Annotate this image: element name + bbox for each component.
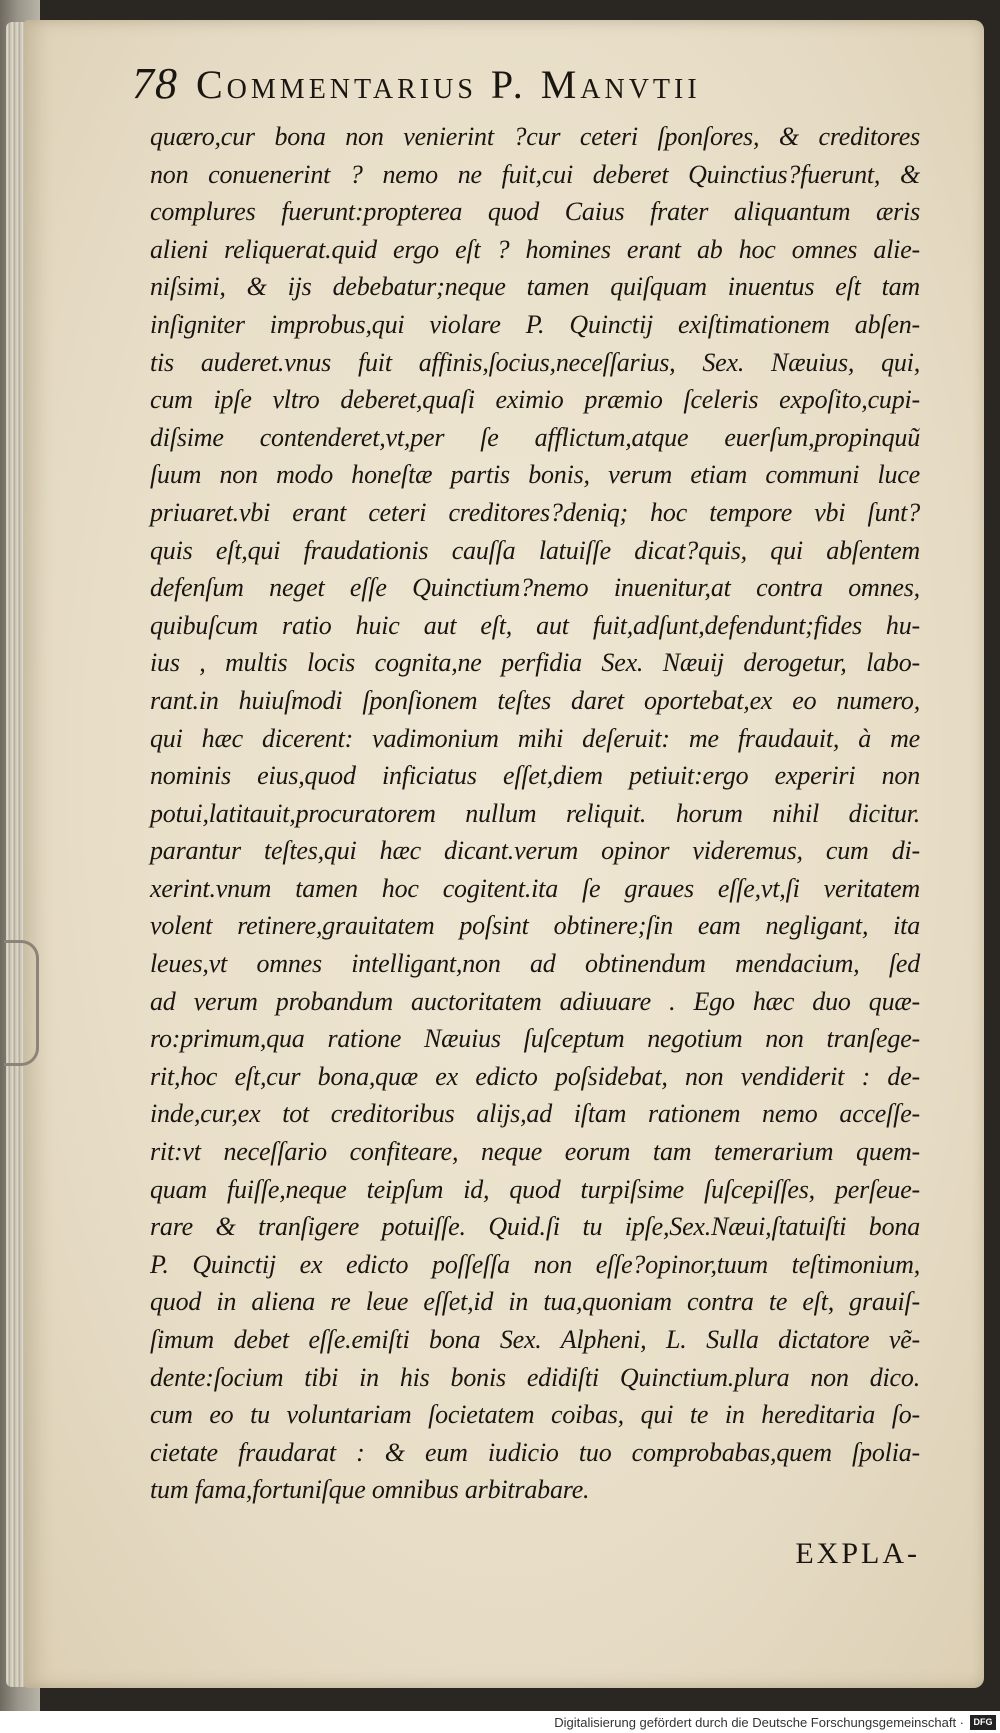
text-line: P. Quinctij ex edicto poſſeſſa non eſſe?opinor,tuum teſtimonium, xyxy=(150,1249,920,1279)
text-line: alieni reliquerat.quid ergo eſt ? homines erant ab hoc omnes alie- xyxy=(150,234,920,264)
text-line: complures fuerunt:propterea quod Caius frater aliquantum æris xyxy=(150,197,920,227)
text-line: cum ipſe vltro deberet,quaſi eximio præmio ſceleris expoſito,cupi- xyxy=(150,385,920,415)
text-line: dente:ſocium tibi in his bonis edidiſti Quinctium.plura non dico. xyxy=(150,1362,920,1392)
text-line: inſigniter improbus,qui violare P. Quinctij exiſtimationem abſen- xyxy=(150,309,920,339)
text-line: nominis eius,quod inficiatus eſſet,diem petiuit:ergo experiri non xyxy=(150,761,920,791)
text-line: quod in aliena re leue eſſet,id in tua,quoniam contra te eſt, grauiſ- xyxy=(150,1287,920,1317)
text-line: rant.in huiuſmodi ſponſionem teſtes daret oportebat,ex eo numero, xyxy=(150,685,920,715)
text-line: potui,latitauit,procuratorem nullum reliquit. horum nihil dicitur. xyxy=(150,798,920,828)
text-line: inde,cur,ex tot creditoribus alijs,ad iſtam rationem nemo acceſſe- xyxy=(150,1099,920,1129)
text-line: quam fuiſſe,neque teipſum id, quod turpiſsime ſuſcepiſſes, perſeue- xyxy=(150,1174,920,1204)
running-title: Commentarius P. Manvtii xyxy=(196,62,701,107)
text-line: ro:primum,qua ratione Næuius ſuſceptum negotium non tranſege- xyxy=(150,1024,920,1054)
text-line: tis auderet.vnus fuit affinis,ſocius,neceſſarius, Sex. Næuius, qui, xyxy=(150,347,920,377)
text-line: rit,hoc eſt,cur bona,quæ ex edicto poſsidebat, non vendiderit : de- xyxy=(150,1061,920,1091)
binding-clip xyxy=(4,940,39,1066)
text-line-last: tum fama,fortuniſque omnibus arbitrabare. xyxy=(150,1475,590,1505)
text-line: leues,vt omnes intelligant,non ad obtinendum mendacium, ſed xyxy=(150,949,920,979)
text-line: cum eo tu voluntariam ſocietatem coibas, qui te in hereditaria ſo- xyxy=(150,1400,920,1430)
text-line: quibuſcum ratio huic aut eſt, aut fuit,adſunt,defendunt;fides hu- xyxy=(150,610,920,640)
text-line: priuaret.vbi erant ceteri creditores?deniq; hoc tempore vbi ſunt? xyxy=(150,497,920,527)
text-line: ius , multis locis cognita,ne perfidia Sex. Næuij derogetur, labo- xyxy=(150,648,920,678)
page-number: 78 xyxy=(132,59,178,108)
text-line: cietate fraudarat : & eum iudicio tuo comprobabas,quem ſpolia- xyxy=(150,1437,920,1467)
text-line: ſuum non modo honeſtæ partis bonis, verum etiam communi luce xyxy=(150,460,920,490)
text-line: qui hæc dicerent: vadimonium mihi deſeruit: me fraudauit, à me xyxy=(150,723,920,753)
text-line: quis eſt,qui fraudationis cauſſa latuiſſe dicat?quis, qui abſentem xyxy=(150,535,920,565)
text-line: ad verum probandum auctoritatem adiuuare . Ego hæc duo quæ- xyxy=(150,986,920,1016)
running-head xyxy=(132,58,912,116)
text-line: defenſum neget eſſe Quinctium?nemo inuenitur,at contra omnes, xyxy=(150,573,920,603)
text-line: ſimum debet eſſe.emiſti bona Sex. Alpheni, L. Sulla dictatore vẽ- xyxy=(150,1325,920,1354)
text-line: diſsime contenderet,vt,per ſe afflictum,atque euerſum,propinquũ xyxy=(150,422,920,452)
catchword: EXPLA- xyxy=(795,1537,920,1570)
text-line: niſsimi, & ijs debebatur;neque tamen quiſquam inuentus eſt tam xyxy=(150,272,920,302)
text-line: rit:vt neceſſario confiteare, neque eorum tam temerarium quem- xyxy=(150,1137,920,1167)
text-line: xerint.vnum tamen hoc cogitent.ita ſe graues eſſe,vt,ſi veritatem xyxy=(150,873,920,903)
text-line: non conuenerint ? nemo ne fuit,cui deberet Quinctius?fuerunt, & xyxy=(150,159,920,189)
text-line: rare & tranſigere potuiſſe. Quid.ſi tu ipſe,Sex.Næui,ſtatuiſti bona xyxy=(150,1212,920,1242)
digitization-credit: Digitalisierung gefördert durch die Deutsche Forschungsgemeinschaft · xyxy=(554,1715,964,1730)
text-line: quæro,cur bona non venierint ?cur ceteri ſponſores, & creditores xyxy=(150,122,920,151)
dfg-logo: DFG xyxy=(970,1715,996,1730)
text-line: parantur teſtes,qui hæc dicant.verum opinor videremus, cum di- xyxy=(150,836,920,866)
body-text xyxy=(150,118,920,1509)
text-line: volent retinere,grauitatem poſsint obtinere;ſin eam negligant, ita xyxy=(150,911,920,941)
